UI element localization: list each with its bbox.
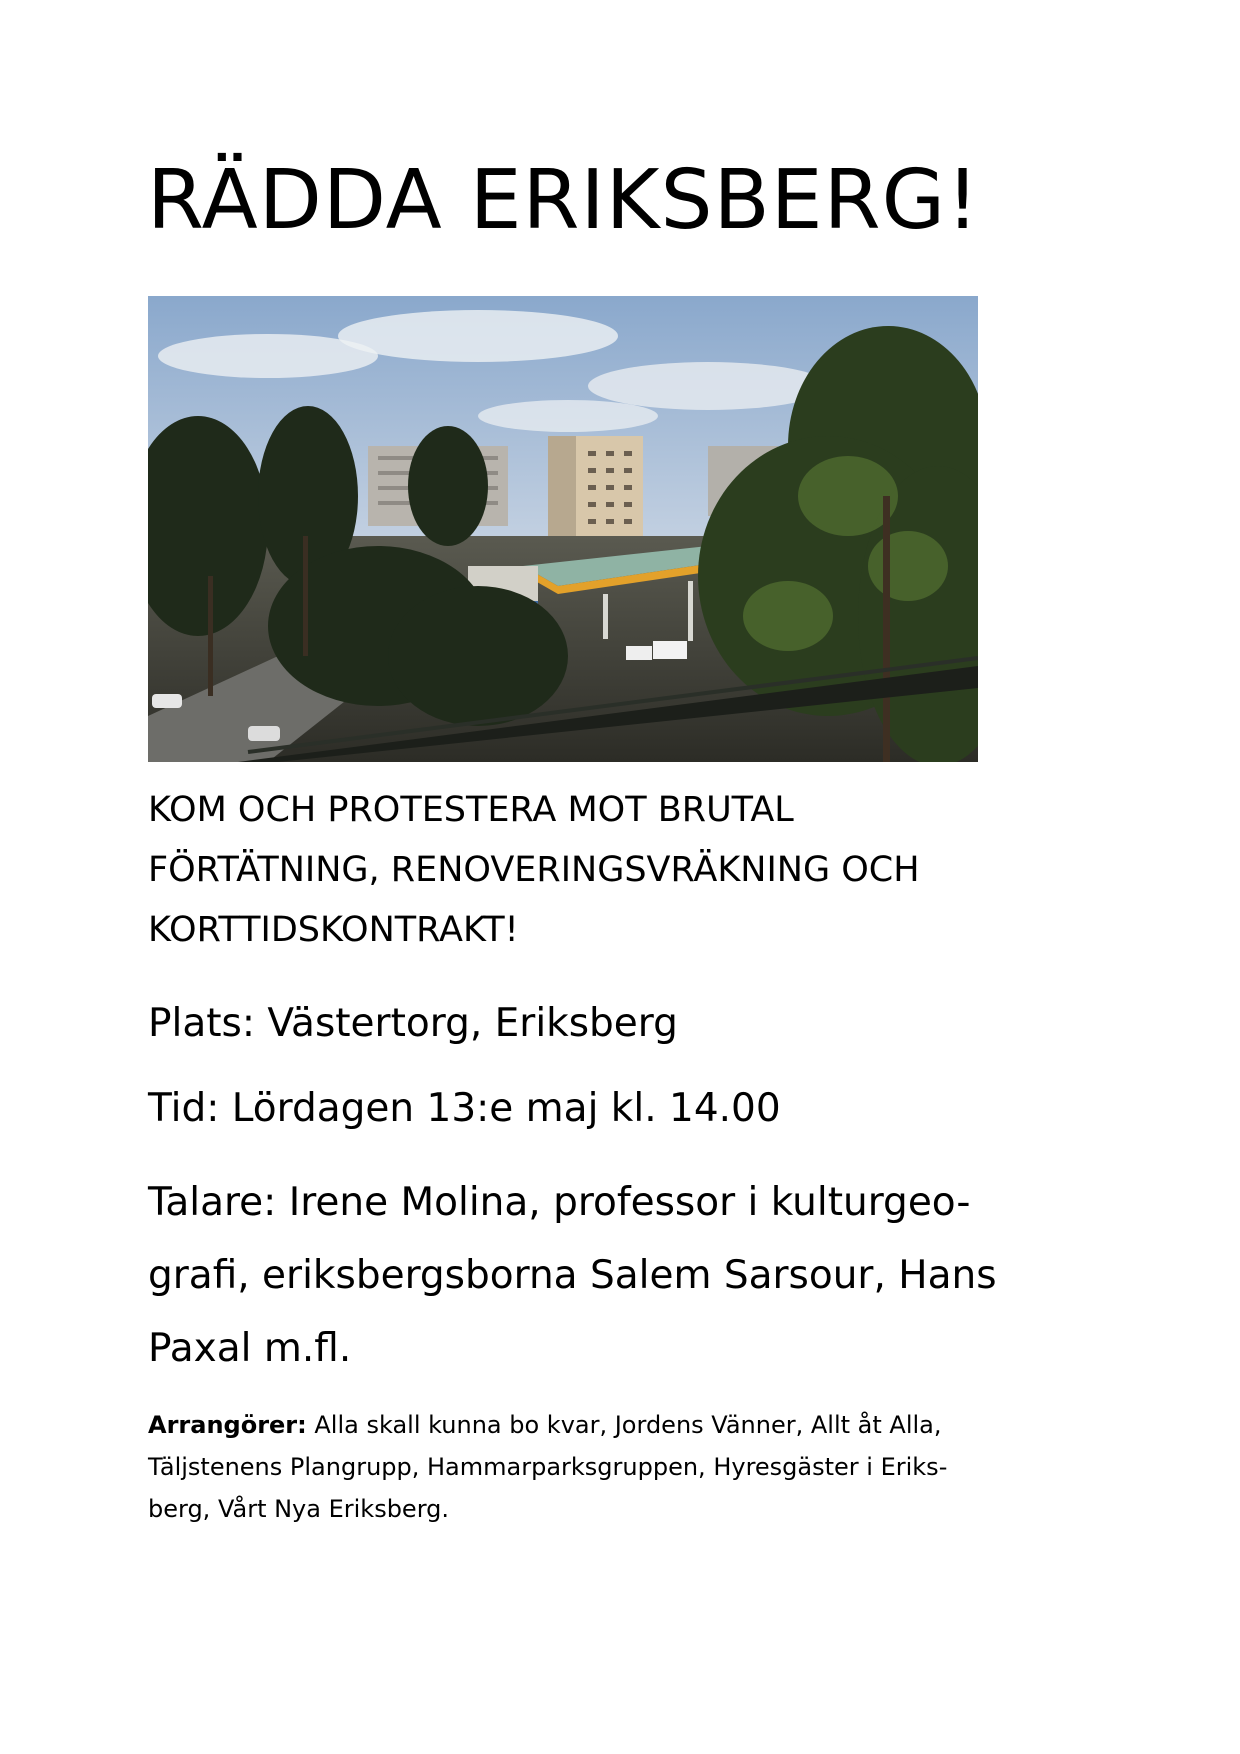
event-speakers [148,1166,1088,1385]
neighborhood-photo [148,296,978,762]
organizers-line [148,1404,1068,1446]
protest-headline [148,780,1088,960]
speakers-line: Talare: Irene Molina, professor i kulturgeo- [148,1180,971,1225]
organizers-section [148,1404,1068,1530]
speakers-line: Paxal m.fl. [148,1326,352,1371]
speakers-line: grafi, eriksbergsborna Salem Sarsour, Hans [148,1253,997,1298]
headline-line: KOM OCH PROTESTERA MOT BRUTAL [148,790,794,830]
flyer-title: RÄDDA ERIKSBERG! [147,153,980,248]
organizers-line: Täljstenens Plangrupp, Hammarparksgruppen, Hyresgäster i Eriks- [148,1453,948,1481]
event-place: Plats: Västertorg, Eriksberg [148,1001,678,1046]
organizers-list: Alla skall kunna bo kvar, Jordens Vänner, Allt åt Alla, [306,1411,942,1439]
headline-line: KORTTIDSKONTRAKT! [148,910,519,950]
event-time: Tid: Lördagen 13:e maj kl. 14.00 [148,1086,781,1131]
headline-line: FÖRTÄTNING, RENOVERINGSVRÄKNING OCH [148,850,920,890]
organizers-label: Arrangörer: [148,1411,307,1439]
organizers-line: berg, Vårt Nya Eriksberg. [148,1495,450,1523]
